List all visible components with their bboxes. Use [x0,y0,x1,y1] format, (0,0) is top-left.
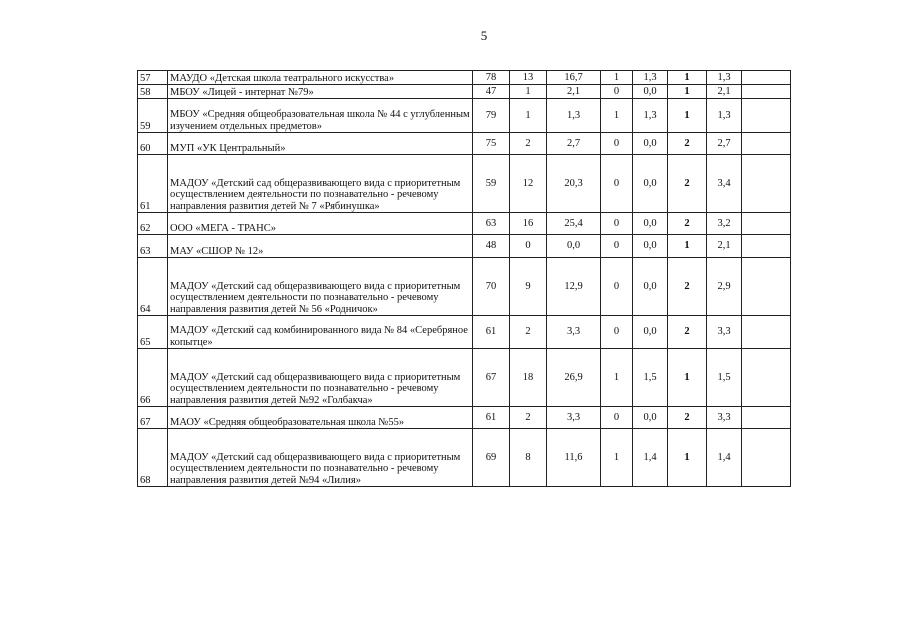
value-7: 3,3 [707,316,742,349]
value-3: 2,1 [547,85,601,99]
row-number: 61 [138,155,168,213]
organization-name: МАДОУ «Детский сад комбинированного вида № 84 «Серебряное копытце» [168,316,473,349]
value-1: 67 [473,349,510,407]
value-1: 63 [473,213,510,235]
value-3: 3,3 [547,316,601,349]
value-4: 0 [601,133,633,155]
page-number: 5 [480,28,488,43]
value-1: 70 [473,258,510,316]
value-5: 0,0 [633,213,668,235]
organization-name: МБОУ «Лицей - интернат №79» [168,85,473,99]
value-4: 1 [601,349,633,407]
value-4: 1 [601,429,633,487]
value-7: 2,7 [707,133,742,155]
value-5: 1,3 [633,71,668,85]
value-3: 0,0 [547,235,601,258]
value-7: 1,5 [707,349,742,407]
row-number: 68 [138,429,168,487]
row-number: 60 [138,133,168,155]
empty-cell [742,258,791,316]
value-3: 26,9 [547,349,601,407]
value-3: 20,3 [547,155,601,213]
value-7: 3,3 [707,407,742,429]
value-7: 3,2 [707,213,742,235]
value-5: 0,0 [633,235,668,258]
value-6: 2 [668,133,707,155]
table-row [138,235,791,258]
value-6: 1 [668,235,707,258]
value-1: 59 [473,155,510,213]
value-1: 61 [473,316,510,349]
empty-cell [742,155,791,213]
value-4: 0 [601,155,633,213]
value-7: 2,1 [707,235,742,258]
empty-cell [742,213,791,235]
organization-name: МАДОУ «Детский сад общеразвивающего вида с приоритетным осуществлением деятельности по познавательно - речевому направления развития детей №92 «Голбакча» [168,349,473,407]
table-row [138,407,791,429]
value-2: 8 [510,429,547,487]
value-4: 0 [601,85,633,99]
row-number: 57 [138,71,168,85]
value-2: 1 [510,85,547,99]
row-number: 59 [138,99,168,133]
value-5: 1,5 [633,349,668,407]
value-7: 2,1 [707,85,742,99]
data-table [137,70,791,487]
value-5: 1,4 [633,429,668,487]
empty-cell [742,85,791,99]
value-4: 1 [601,71,633,85]
row-number: 64 [138,258,168,316]
empty-cell [742,316,791,349]
value-2: 16 [510,213,547,235]
empty-cell [742,235,791,258]
row-number: 58 [138,85,168,99]
value-1: 79 [473,99,510,133]
table-row [138,71,791,85]
organization-name: МБОУ «Средняя общеобразовательная школа № 44 с углубленным изучением отдельных предметов» [168,99,473,133]
value-3: 11,6 [547,429,601,487]
empty-cell [742,349,791,407]
value-5: 0,0 [633,407,668,429]
value-4: 0 [601,213,633,235]
value-7: 2,9 [707,258,742,316]
value-2: 18 [510,349,547,407]
empty-cell [742,99,791,133]
table-row [138,85,791,99]
table-row [138,258,791,316]
value-3: 25,4 [547,213,601,235]
organization-name: МАОУ «Средняя общеобразовательная школа №55» [168,407,473,429]
value-2: 0 [510,235,547,258]
value-3: 12,9 [547,258,601,316]
value-2: 2 [510,133,547,155]
value-5: 0,0 [633,85,668,99]
value-5: 0,0 [633,258,668,316]
value-2: 2 [510,316,547,349]
value-4: 0 [601,235,633,258]
value-6: 2 [668,407,707,429]
organization-name: МАУ «СШОР № 12» [168,235,473,258]
table-row [138,349,791,407]
row-number: 65 [138,316,168,349]
organization-name: МУП «УК Центральный» [168,133,473,155]
value-6: 1 [668,429,707,487]
row-number: 66 [138,349,168,407]
value-6: 2 [668,258,707,316]
value-2: 2 [510,407,547,429]
value-1: 75 [473,133,510,155]
empty-cell [742,71,791,85]
value-5: 0,0 [633,316,668,349]
row-number: 63 [138,235,168,258]
value-1: 47 [473,85,510,99]
value-6: 1 [668,85,707,99]
value-6: 2 [668,155,707,213]
value-1: 78 [473,71,510,85]
value-4: 0 [601,258,633,316]
value-1: 48 [473,235,510,258]
value-7: 1,4 [707,429,742,487]
value-2: 13 [510,71,547,85]
table-row [138,155,791,213]
value-2: 12 [510,155,547,213]
table-row [138,316,791,349]
value-5: 0,0 [633,155,668,213]
organization-name: МАУДО «Детская школа театрального искусства» [168,71,473,85]
value-2: 1 [510,99,547,133]
empty-cell [742,429,791,487]
value-4: 1 [601,99,633,133]
value-7: 3,4 [707,155,742,213]
value-6: 1 [668,71,707,85]
value-3: 1,3 [547,99,601,133]
value-3: 3,3 [547,407,601,429]
organization-name: МАДОУ «Детский сад общеразвивающего вида с приоритетным осуществлением деятельности по познавательно - речевому направления развития детей № 7 «Рябинушка» [168,155,473,213]
table-row [138,213,791,235]
value-7: 1,3 [707,99,742,133]
value-2: 9 [510,258,547,316]
table-row [138,133,791,155]
row-number: 67 [138,407,168,429]
value-6: 2 [668,316,707,349]
organization-name: МАДОУ «Детский сад общеразвивающего вида с приоритетным осуществлением деятельности по познавательно - речевому направления развития детей №94 «Лилия» [168,429,473,487]
organization-name: ООО «МЕГА - ТРАНС» [168,213,473,235]
empty-cell [742,407,791,429]
value-6: 1 [668,99,707,133]
table-row [138,429,791,487]
table-row [138,99,791,133]
value-4: 0 [601,316,633,349]
value-1: 61 [473,407,510,429]
value-1: 69 [473,429,510,487]
value-6: 2 [668,213,707,235]
organization-name: МАДОУ «Детский сад общеразвивающего вида с приоритетным осуществлением деятельности по познавательно - речевому направления развития детей № 56 «Родничок» [168,258,473,316]
value-4: 0 [601,407,633,429]
value-6: 1 [668,349,707,407]
value-3: 16,7 [547,71,601,85]
value-3: 2,7 [547,133,601,155]
row-number: 62 [138,213,168,235]
value-5: 1,3 [633,99,668,133]
value-5: 0,0 [633,133,668,155]
empty-cell [742,133,791,155]
value-7: 1,3 [707,71,742,85]
